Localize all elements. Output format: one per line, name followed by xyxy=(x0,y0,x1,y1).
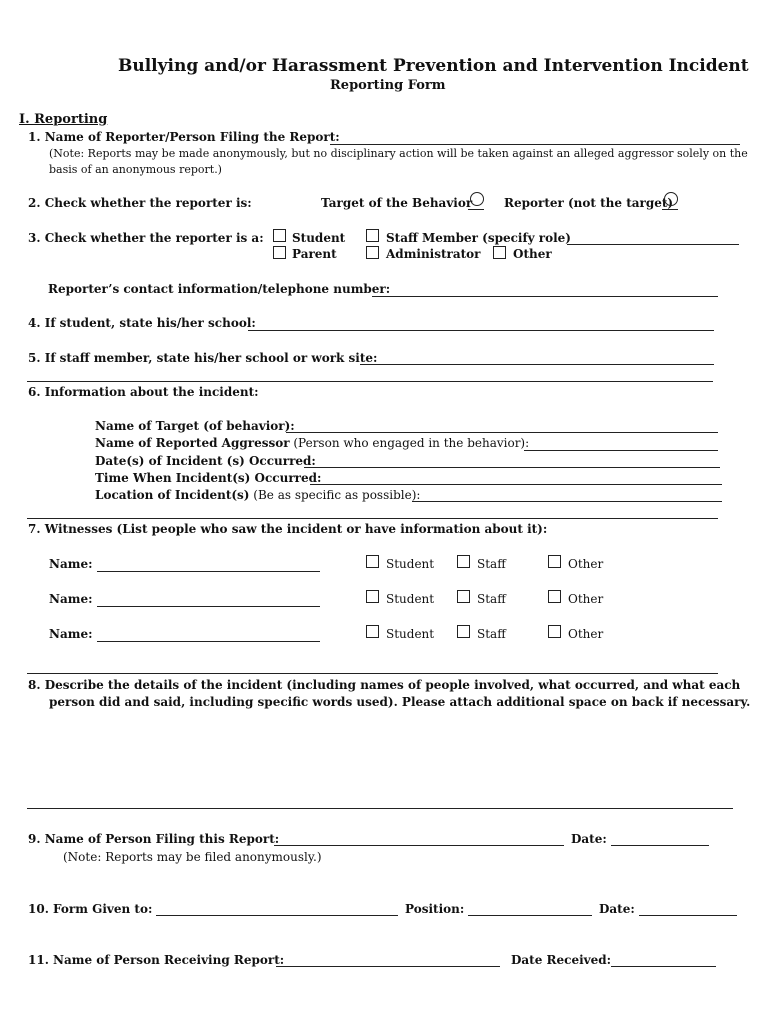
witness-3-other-label: Other xyxy=(568,627,604,641)
incident-dates-field[interactable] xyxy=(304,467,720,468)
q7-label: 7. Witnesses (List people who saw the incident or have information about it): xyxy=(28,522,548,536)
q8-line2: person did and said, including specific words used). Please attach additional space on back if necessary. xyxy=(49,695,751,709)
q10-date-label: Date: xyxy=(599,902,635,916)
form-subtitle: Reporting Form xyxy=(330,78,446,93)
witness-3-staff-checkbox[interactable] xyxy=(457,625,470,638)
staff-role-field[interactable] xyxy=(567,244,739,245)
staff-work-site-field[interactable] xyxy=(360,364,714,365)
administrator-checkbox[interactable] xyxy=(366,246,379,259)
witness-3-name-field[interactable] xyxy=(97,641,320,642)
incident-location-label xyxy=(95,488,420,502)
target-radio[interactable] xyxy=(470,192,484,206)
witness-2-other-label: Other xyxy=(568,592,604,606)
receiver-name-field[interactable] xyxy=(276,966,500,967)
q5-label: 5. If staff member, state his/her school or work site: xyxy=(28,351,378,365)
administrator-option-label: Administrator xyxy=(386,247,481,261)
q9-date-label: Date: xyxy=(571,832,607,846)
witness-2-student-checkbox[interactable] xyxy=(366,590,379,603)
witness-2-staff-label: Staff xyxy=(477,592,506,606)
witness-2-other-checkbox[interactable] xyxy=(548,590,561,603)
student-option-label: Student xyxy=(292,231,346,245)
student-checkbox[interactable] xyxy=(273,229,286,242)
q6-label: 6. Information about the incident: xyxy=(28,385,259,399)
q10-label: 10. Form Given to: xyxy=(28,902,153,916)
target-name-label: Name of Target (of behavior): xyxy=(95,419,295,433)
aggressor-name-label xyxy=(95,436,529,450)
reporter-name-field[interactable] xyxy=(330,144,740,145)
filer-date-field[interactable] xyxy=(611,845,709,846)
witness-2-name-label: Name: xyxy=(49,592,93,606)
witness-3-staff-label: Staff xyxy=(477,627,506,641)
form-given-to-field[interactable] xyxy=(156,915,398,916)
witness-3-name-label: Name: xyxy=(49,627,93,641)
q11-date-label: Date Received: xyxy=(511,953,612,967)
other-option-label: Other xyxy=(513,247,552,261)
target-radio-underline xyxy=(468,209,484,210)
form-title: Bullying and/or Harassment Prevention and Intervention Incident xyxy=(118,56,749,76)
incident-location-field-continued[interactable] xyxy=(27,518,718,519)
q2-option-target: Target of the Behavior xyxy=(321,196,473,210)
incident-location-label-note: (Be as specific as possible): xyxy=(249,488,421,502)
staff-member-checkbox[interactable] xyxy=(366,229,379,242)
staff-member-option-label: Staff Member (specify role) xyxy=(386,231,571,245)
q1-note-line1: (Note: Reports may be made anonymously, but no disciplinary action will be taken against an alleged aggressor solely on the xyxy=(49,147,748,160)
q1-label: 1. Name of Reporter/Person Filing the Report: xyxy=(28,130,340,144)
incident-time-label: Time When Incident(s) Occurred: xyxy=(95,471,322,485)
incident-details-area[interactable] xyxy=(27,715,733,807)
aggressor-name-label-note: (Person who engaged in the behavior): xyxy=(289,436,530,450)
witness-1-student-label: Student xyxy=(386,557,435,571)
witness-1-other-label: Other xyxy=(568,557,604,571)
incident-location-field[interactable] xyxy=(412,501,722,502)
staff-work-site-field-continued[interactable] xyxy=(27,381,713,382)
witness-2-staff-checkbox[interactable] xyxy=(457,590,470,603)
aggressor-name-label-bold: Name of Reported Aggressor xyxy=(95,436,290,450)
reporter-radio[interactable] xyxy=(664,192,678,206)
reporter-radio-underline xyxy=(662,209,678,210)
contact-label: Reporter’s contact information/telephone number: xyxy=(48,282,391,296)
witness-2-name-field[interactable] xyxy=(97,606,320,607)
target-name-field[interactable] xyxy=(286,432,718,433)
parent-checkbox[interactable] xyxy=(273,246,286,259)
witness-3-student-checkbox[interactable] xyxy=(366,625,379,638)
q11-label: 11. Name of Person Receiving Report: xyxy=(28,953,285,967)
witness-2-student-label: Student xyxy=(386,592,435,606)
q8-line1: 8. Describe the details of the incident (including names of people involved, what occurred, and what each xyxy=(28,678,741,692)
q1-note-line2: basis of an anonymous report.) xyxy=(49,163,222,176)
section-heading: I. Reporting xyxy=(19,112,108,127)
witness-1-other-checkbox[interactable] xyxy=(548,555,561,568)
witness-extra-field[interactable] xyxy=(27,673,718,674)
q3-label: 3. Check whether the reporter is a: xyxy=(28,231,264,245)
witness-3-other-checkbox[interactable] xyxy=(548,625,561,638)
contact-field[interactable] xyxy=(372,296,718,297)
q4-label: 4. If student, state his/her school: xyxy=(28,316,256,330)
incident-time-field[interactable] xyxy=(310,484,722,485)
witness-1-student-checkbox[interactable] xyxy=(366,555,379,568)
form-given-date-field[interactable] xyxy=(639,915,737,916)
parent-option-label: Parent xyxy=(292,247,337,261)
witness-3-student-label: Student xyxy=(386,627,435,641)
q10-position-label: Position: xyxy=(405,902,465,916)
incident-location-label-bold: Location of Incident(s) xyxy=(95,488,250,502)
witness-1-name-label: Name: xyxy=(49,557,93,571)
q9-note: (Note: Reports may be filed anonymously.) xyxy=(63,850,322,864)
student-school-field[interactable] xyxy=(248,330,714,331)
incident-details-field[interactable] xyxy=(27,808,733,809)
incident-dates-label: Date(s) of Incident (s) Occurred: xyxy=(95,454,316,468)
q2-option-reporter: Reporter (not the target) xyxy=(504,196,674,210)
witness-1-staff-label: Staff xyxy=(477,557,506,571)
q9-label: 9. Name of Person Filing this Report: xyxy=(28,832,280,846)
other-checkbox[interactable] xyxy=(493,246,506,259)
position-field[interactable] xyxy=(468,915,592,916)
filer-name-field[interactable] xyxy=(274,845,564,846)
aggressor-name-field[interactable] xyxy=(524,450,718,451)
witness-1-name-field[interactable] xyxy=(97,571,320,572)
witness-1-staff-checkbox[interactable] xyxy=(457,555,470,568)
q2-label: 2. Check whether the reporter is: xyxy=(28,196,252,210)
date-received-field[interactable] xyxy=(611,966,716,967)
